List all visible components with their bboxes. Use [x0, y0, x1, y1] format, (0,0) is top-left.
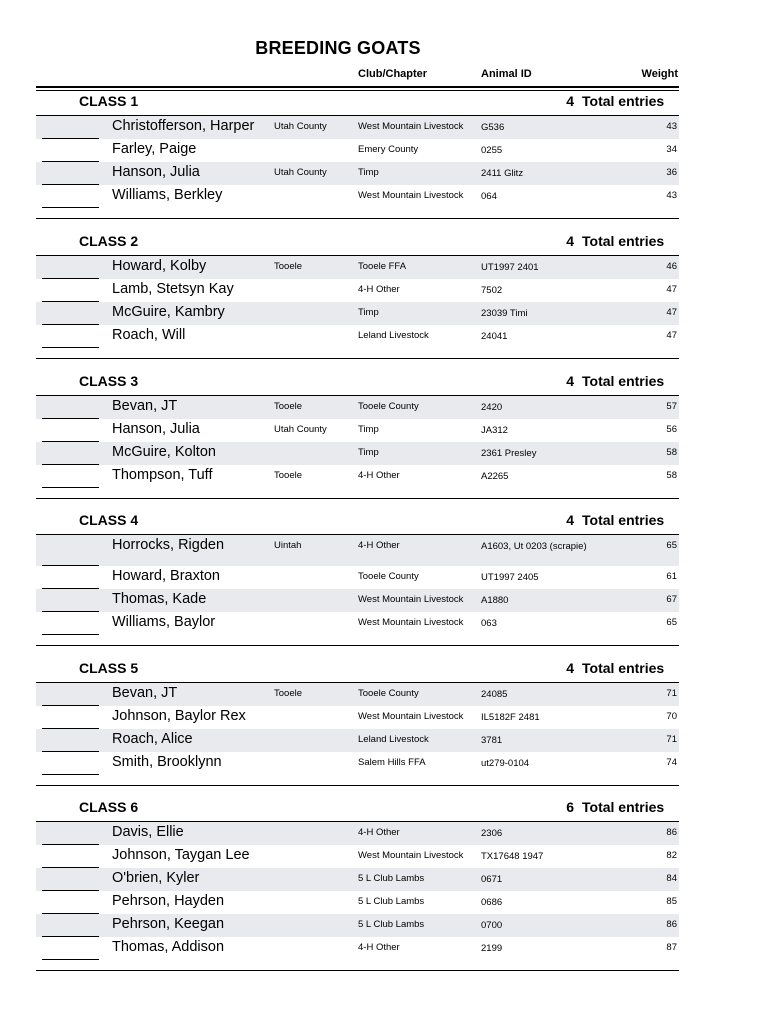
- class-end-rule: [36, 218, 679, 219]
- exhibitor-name: Bevan, JT: [112, 685, 178, 701]
- animal-id: 064: [481, 191, 497, 202]
- weight: 82: [666, 850, 677, 861]
- weight: 86: [666, 827, 677, 838]
- club-chapter: 4-H Other: [358, 827, 400, 838]
- weight: 86: [666, 919, 677, 930]
- total-entries-label: Total entries: [582, 660, 665, 676]
- club-chapter: West Mountain Livestock: [358, 594, 464, 605]
- exhibitor-name: Thomas, Kade: [112, 591, 207, 607]
- entry-row: [36, 302, 679, 325]
- total-entries-label: Total entries: [582, 512, 665, 528]
- exhibitor-county: Utah County: [274, 424, 327, 435]
- total-entries-label: Total entries: [582, 373, 665, 389]
- entry-row: [36, 566, 679, 589]
- animal-id: 24085: [481, 689, 508, 700]
- club-chapter: Leland Livestock: [358, 330, 429, 341]
- class-header: [0, 373, 768, 393]
- exhibitor-name: Bevan, JT: [112, 398, 178, 414]
- entry-row: [36, 442, 679, 465]
- column-header-club: Club/Chapter: [358, 68, 428, 80]
- club-chapter: Emery County: [358, 144, 419, 155]
- exhibitor-county: Uintah: [274, 540, 302, 551]
- weight: 47: [666, 307, 677, 318]
- exhibitor-name: Howard, Braxton: [112, 568, 220, 584]
- weight: 67: [666, 594, 677, 605]
- exhibitor-name: Johnson, Taygan Lee: [112, 847, 250, 863]
- animal-id: 2361 Presley: [481, 448, 537, 459]
- class-header: [0, 233, 768, 253]
- class-entry-count: 4: [566, 512, 574, 528]
- class-end-rule: [36, 970, 679, 971]
- animal-id: 2306: [481, 828, 503, 839]
- exhibitor-name: McGuire, Kambry: [112, 304, 225, 320]
- weight: 65: [666, 540, 677, 551]
- animal-id: A2265: [481, 471, 509, 482]
- exhibitor-name: Davis, Ellie: [112, 824, 184, 840]
- entry-row: [36, 419, 679, 442]
- club-chapter: Timp: [358, 167, 379, 178]
- animal-id: 063: [481, 618, 497, 629]
- weight: 47: [666, 284, 677, 295]
- entry-row: [36, 535, 679, 566]
- exhibitor-name: Thompson, Tuff: [112, 467, 213, 483]
- animal-id: 2411 Glitz: [481, 168, 524, 179]
- exhibitor-name: Lamb, Stetsyn Kay: [112, 281, 234, 297]
- placing-blank-line[interactable]: [42, 207, 99, 208]
- club-chapter: 5 L Club Lambs: [358, 873, 425, 884]
- class-entry-count: 4: [566, 373, 574, 389]
- exhibitor-county: Utah County: [274, 121, 327, 132]
- placing-blank-line[interactable]: [42, 634, 99, 635]
- club-chapter: Salem Hills FFA: [358, 757, 426, 768]
- class-end-rule: [36, 645, 679, 646]
- total-entries-label: Total entries: [582, 233, 665, 249]
- class-end-rule: [36, 498, 679, 499]
- class-end-rule: [36, 358, 679, 359]
- club-chapter: Timp: [358, 307, 379, 318]
- entry-row: [36, 139, 679, 162]
- placing-blank-line[interactable]: [42, 347, 99, 348]
- exhibitor-county: Tooele: [274, 401, 302, 412]
- club-chapter: 4-H Other: [358, 470, 400, 481]
- entry-row: [36, 822, 679, 845]
- exhibitor-name: Williams, Berkley: [112, 187, 223, 203]
- animal-id: JA312: [481, 425, 508, 436]
- entry-row: [36, 325, 679, 348]
- entry-row: [36, 891, 679, 914]
- weight: 71: [666, 734, 677, 745]
- placing-blank-line[interactable]: [42, 959, 99, 960]
- club-chapter: 4-H Other: [358, 540, 400, 551]
- page-title: BREEDING GOATS: [255, 38, 421, 58]
- animal-id: 24041: [481, 331, 508, 342]
- exhibitor-name: McGuire, Kolton: [112, 444, 216, 460]
- club-chapter: West Mountain Livestock: [358, 617, 464, 628]
- entry-row: [36, 914, 679, 937]
- exhibitor-name: Christofferson, Harper: [112, 118, 255, 134]
- animal-id: 2420: [481, 402, 503, 413]
- header-rule-thin: [36, 90, 679, 91]
- weight: 46: [666, 261, 677, 272]
- exhibitor-name: Roach, Will: [112, 327, 186, 343]
- club-chapter: Tooele County: [358, 571, 419, 582]
- exhibitor-county: Tooele: [274, 261, 302, 272]
- weight: 56: [666, 424, 677, 435]
- animal-id: 0700: [481, 920, 503, 931]
- exhibitor-county: Tooele: [274, 688, 302, 699]
- animal-id: 2199: [481, 943, 503, 954]
- entry-row: [36, 752, 679, 775]
- weight: 61: [666, 571, 677, 582]
- header-rule: [36, 86, 679, 88]
- column-header-animal-id: Animal ID: [481, 68, 532, 80]
- entry-row: [36, 185, 679, 208]
- club-chapter: Timp: [358, 447, 379, 458]
- entry-row: [36, 396, 679, 419]
- weight: 58: [666, 470, 677, 481]
- class-entry-count: 4: [566, 660, 574, 676]
- club-chapter: Leland Livestock: [358, 734, 429, 745]
- animal-id: IL5182F 2481: [481, 712, 540, 723]
- entry-row: [36, 279, 679, 302]
- entry-row: [36, 729, 679, 752]
- animal-id: 0686: [481, 897, 503, 908]
- club-chapter: 4-H Other: [358, 284, 400, 295]
- club-chapter: Tooele County: [358, 401, 419, 412]
- animal-id: A1603, Ut 0203 (scrapie): [481, 541, 587, 552]
- class-header: [0, 512, 768, 532]
- column-header-weight: Weight: [641, 68, 678, 80]
- class-name: CLASS 1: [79, 93, 139, 109]
- entry-row: [36, 612, 679, 635]
- weight: 71: [666, 688, 677, 699]
- entry-row: [36, 937, 679, 960]
- class-entry-count: 4: [566, 233, 574, 249]
- class-name: CLASS 4: [79, 512, 139, 528]
- animal-id: UT1997 2401: [481, 262, 539, 273]
- exhibitor-county: Tooele: [274, 470, 302, 481]
- animal-id: ut279-0104: [481, 758, 530, 769]
- class-header: [0, 799, 768, 819]
- weight: 74: [666, 757, 677, 768]
- exhibitor-name: Williams, Baylor: [112, 614, 216, 630]
- entry-row: [36, 465, 679, 488]
- class-name: CLASS 5: [79, 660, 139, 676]
- entry-row: [36, 868, 679, 891]
- animal-id: 23039 Timi: [481, 308, 528, 319]
- animal-id: 0671: [481, 874, 503, 885]
- exhibitor-name: Smith, Brooklynn: [112, 754, 222, 770]
- club-chapter: Tooele County: [358, 688, 419, 699]
- weight: 43: [666, 190, 677, 201]
- weight: 58: [666, 447, 677, 458]
- club-chapter: West Mountain Livestock: [358, 711, 464, 722]
- entry-row: [36, 845, 679, 868]
- exhibitor-name: Hanson, Julia: [112, 421, 200, 437]
- entry-row: [36, 683, 679, 706]
- exhibitor-name: Thomas, Addison: [112, 939, 225, 955]
- weight: 43: [666, 121, 677, 132]
- placing-blank-line[interactable]: [42, 487, 99, 488]
- exhibitor-name: O'brien, Kyler: [112, 870, 200, 886]
- animal-id: 0255: [481, 145, 503, 156]
- class-name: CLASS 6: [79, 799, 139, 815]
- club-chapter: Tooele FFA: [358, 261, 407, 272]
- weight: 36: [666, 167, 677, 178]
- weight: 34: [666, 144, 677, 155]
- class-header: [0, 660, 768, 680]
- weight: 65: [666, 617, 677, 628]
- entry-row: [36, 116, 679, 139]
- class-entry-count: 4: [566, 93, 574, 109]
- club-chapter: 4-H Other: [358, 942, 400, 953]
- exhibitor-name: Pehrson, Hayden: [112, 893, 225, 909]
- animal-id: TX17648 1947: [481, 851, 544, 862]
- exhibitor-name: Howard, Kolby: [112, 258, 207, 274]
- exhibitor-name: Horrocks, Rigden: [112, 537, 225, 553]
- entry-row: [36, 589, 679, 612]
- club-chapter: West Mountain Livestock: [358, 850, 464, 861]
- weight: 84: [666, 873, 677, 884]
- club-chapter: 5 L Club Lambs: [358, 896, 425, 907]
- exhibitor-name: Roach, Alice: [112, 731, 193, 747]
- club-chapter: 5 L Club Lambs: [358, 919, 425, 930]
- entry-row: [36, 256, 679, 279]
- animal-id: 7502: [481, 285, 503, 296]
- animal-id: G536: [481, 122, 505, 133]
- class-entry-count: 6: [566, 799, 574, 815]
- weight: 47: [666, 330, 677, 341]
- entry-row: [36, 706, 679, 729]
- exhibitor-name: Hanson, Julia: [112, 164, 200, 180]
- class-name: CLASS 2: [79, 233, 139, 249]
- club-chapter: West Mountain Livestock: [358, 190, 464, 201]
- club-chapter: Timp: [358, 424, 379, 435]
- exhibitor-name: Pehrson, Keegan: [112, 916, 225, 932]
- club-chapter: West Mountain Livestock: [358, 121, 464, 132]
- class-header: [0, 93, 768, 113]
- entry-row: [36, 162, 679, 185]
- animal-id: A1880: [481, 595, 509, 606]
- weight: 87: [666, 942, 677, 953]
- weight: 57: [666, 401, 677, 412]
- exhibitor-county: Utah County: [274, 167, 327, 178]
- weight: 85: [666, 896, 677, 907]
- exhibitor-name: Johnson, Baylor Rex: [112, 708, 246, 724]
- exhibitor-name: Farley, Paige: [112, 141, 197, 157]
- total-entries-label: Total entries: [582, 799, 665, 815]
- animal-id: 3781: [481, 735, 503, 746]
- class-name: CLASS 3: [79, 373, 139, 389]
- weight: 70: [666, 711, 677, 722]
- total-entries-label: Total entries: [582, 93, 665, 109]
- class-end-rule: [36, 785, 679, 786]
- animal-id: UT1997 2405: [481, 572, 539, 583]
- placing-blank-line[interactable]: [42, 774, 99, 775]
